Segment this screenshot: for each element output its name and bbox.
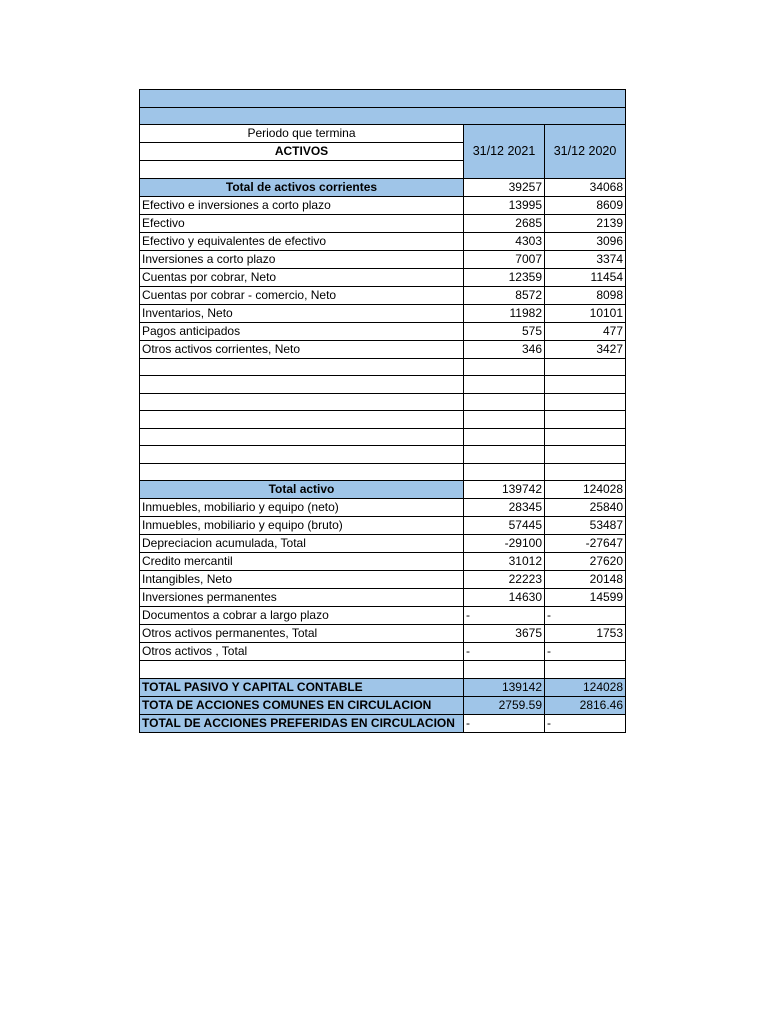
value-2021: 39257	[464, 178, 545, 196]
value-2021: 2759.59	[464, 696, 545, 714]
value-2020: -	[545, 607, 626, 625]
row-label: Inmuebles, mobiliario y equipo (bruto)	[140, 517, 464, 535]
column-header-2020: 31/12 2020	[545, 125, 626, 179]
table-row	[140, 625, 626, 643]
value-2020: 124028	[545, 481, 626, 499]
row-label: Inmuebles, mobiliario y equipo (neto)	[140, 499, 464, 517]
value-2021: 13995	[464, 196, 545, 214]
row-label: Efectivo e inversiones a corto plazo	[140, 196, 464, 214]
value-2021: 4303	[464, 232, 545, 250]
row-label	[140, 376, 464, 394]
table-row	[140, 607, 626, 625]
value-2020: 1753	[545, 625, 626, 643]
value-2021: 22223	[464, 571, 545, 589]
table-row	[140, 232, 626, 250]
value-2020: 3427	[545, 340, 626, 358]
spacer-cell	[140, 161, 464, 179]
table-row	[140, 322, 626, 340]
value-2020: 27620	[545, 553, 626, 571]
table-row	[140, 411, 626, 429]
period-label: Periodo que termina	[140, 125, 464, 143]
table-row	[140, 643, 626, 661]
value-2021	[464, 376, 545, 394]
row-label: Credito mercantil	[140, 553, 464, 571]
section-label: ACTIVOS	[140, 143, 464, 161]
row-label: TOTA DE ACCIONES COMUNES EN CIRCULACION	[140, 696, 464, 714]
value-2020: 53487	[545, 517, 626, 535]
row-label: TOTAL PASIVO Y CAPITAL CONTABLE	[140, 678, 464, 696]
header-fill-cell	[140, 90, 626, 108]
row-label: Cuentas por cobrar, Neto	[140, 268, 464, 286]
value-2020	[545, 358, 626, 376]
table-row	[140, 696, 626, 714]
value-2021: 139742	[464, 481, 545, 499]
value-2021: -	[464, 643, 545, 661]
table-row	[140, 268, 626, 286]
table-row	[140, 376, 626, 394]
row-label: Total activo	[140, 481, 464, 499]
value-2021: 346	[464, 340, 545, 358]
row-label	[140, 428, 464, 446]
table-row	[140, 571, 626, 589]
value-2020: 25840	[545, 499, 626, 517]
value-2021: 28345	[464, 499, 545, 517]
table-row	[140, 553, 626, 571]
row-label: TOTAL DE ACCIONES PREFERIDAS EN CIRCULACION	[140, 714, 464, 732]
value-2021	[464, 393, 545, 411]
balance-sheet-table	[139, 89, 626, 733]
value-2021: 7007	[464, 250, 545, 268]
value-2021: 31012	[464, 553, 545, 571]
value-2020: -27647	[545, 535, 626, 553]
value-2020: 20148	[545, 571, 626, 589]
table-row	[140, 678, 626, 696]
row-label: Otros activos permanentes, Total	[140, 625, 464, 643]
row-label	[140, 411, 464, 429]
table-row	[140, 214, 626, 232]
value-2021: 3675	[464, 625, 545, 643]
value-2020	[545, 446, 626, 464]
header-row-period	[140, 125, 626, 143]
table-row	[140, 463, 626, 481]
value-2021: 11982	[464, 304, 545, 322]
row-label: Efectivo y equivalentes de efectivo	[140, 232, 464, 250]
table-row	[140, 499, 626, 517]
value-2020: 3096	[545, 232, 626, 250]
value-2021	[464, 411, 545, 429]
value-2020: 2816.46	[545, 696, 626, 714]
row-label: Documentos a cobrar a largo plazo	[140, 607, 464, 625]
row-label: Total de activos corrientes	[140, 178, 464, 196]
value-2020	[545, 411, 626, 429]
table-row	[140, 589, 626, 607]
value-2021: 14630	[464, 589, 545, 607]
value-2021: 57445	[464, 517, 545, 535]
value-2020: -	[545, 714, 626, 732]
table-row	[140, 304, 626, 322]
value-2021: 8572	[464, 286, 545, 304]
value-2021: -	[464, 714, 545, 732]
value-2021: 2685	[464, 214, 545, 232]
value-2021: -29100	[464, 535, 545, 553]
table-row	[140, 286, 626, 304]
table-row	[140, 196, 626, 214]
value-2020: 10101	[545, 304, 626, 322]
table-row	[140, 714, 626, 732]
value-2020: 477	[545, 322, 626, 340]
table-row	[140, 393, 626, 411]
table-row	[140, 661, 626, 679]
row-label: Inventarios, Neto	[140, 304, 464, 322]
value-2021	[464, 463, 545, 481]
value-2020	[545, 393, 626, 411]
value-2020	[545, 463, 626, 481]
row-label: Otros activos , Total	[140, 643, 464, 661]
value-2021	[464, 428, 545, 446]
blank-header-row	[140, 107, 626, 125]
value-2020: 34068	[545, 178, 626, 196]
table-row	[140, 428, 626, 446]
blank-header-row	[140, 90, 626, 108]
value-2020	[545, 376, 626, 394]
row-label: Pagos anticipados	[140, 322, 464, 340]
table-row	[140, 446, 626, 464]
value-2020: 11454	[545, 268, 626, 286]
header-fill-cell	[140, 107, 626, 125]
value-2020: 3374	[545, 250, 626, 268]
table-row	[140, 358, 626, 376]
row-label	[140, 661, 464, 679]
value-2021: 575	[464, 322, 545, 340]
value-2021	[464, 446, 545, 464]
table-row	[140, 535, 626, 553]
row-label: Intangibles, Neto	[140, 571, 464, 589]
value-2020: 124028	[545, 678, 626, 696]
value-2021: -	[464, 607, 545, 625]
value-2020	[545, 428, 626, 446]
value-2020: 8098	[545, 286, 626, 304]
column-header-2021: 31/12 2021	[464, 125, 545, 179]
value-2021: 139142	[464, 678, 545, 696]
row-label	[140, 358, 464, 376]
value-2020	[545, 661, 626, 679]
row-label: Cuentas por cobrar - comercio, Neto	[140, 286, 464, 304]
table-row	[140, 178, 626, 196]
table-row	[140, 517, 626, 535]
table-row	[140, 340, 626, 358]
value-2020: 8609	[545, 196, 626, 214]
value-2020: -	[545, 643, 626, 661]
row-label	[140, 463, 464, 481]
value-2020: 2139	[545, 214, 626, 232]
table-row	[140, 250, 626, 268]
row-label: Inversiones permanentes	[140, 589, 464, 607]
row-label	[140, 393, 464, 411]
table-row	[140, 481, 626, 499]
row-label	[140, 446, 464, 464]
row-label: Otros activos corrientes, Neto	[140, 340, 464, 358]
row-label: Efectivo	[140, 214, 464, 232]
value-2021	[464, 661, 545, 679]
row-label: Depreciacion acumulada, Total	[140, 535, 464, 553]
value-2021	[464, 358, 545, 376]
value-2020: 14599	[545, 589, 626, 607]
row-label: Inversiones a corto plazo	[140, 250, 464, 268]
value-2021: 12359	[464, 268, 545, 286]
